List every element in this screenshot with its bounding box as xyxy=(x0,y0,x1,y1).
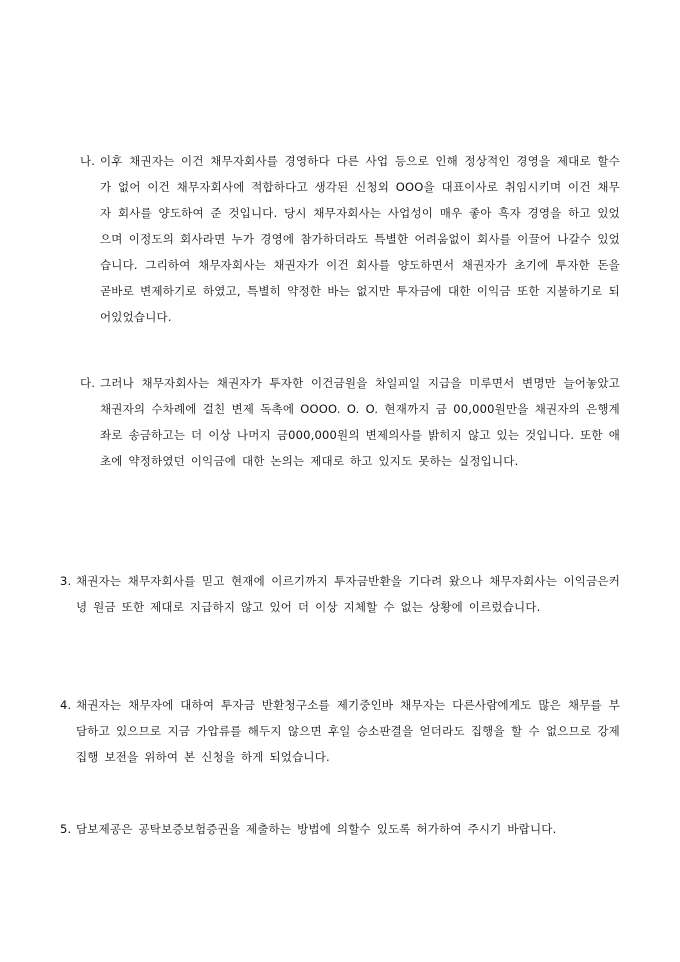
paragraph-text: 이후 채권자는 이건 채무자회사를 경영하다 다른 사업 등으로 인해 정상적인 경영을 제대로 할수가 없어 이건 채무자회사에 적합하다고 생각된 신청외 OOO을 대표이사로 취임시키며 이건 채무자 회사를 양도하여 준 것입니다. 당시 채무자회사는 사업성이 매우 좋아 흑자 경영을 하고 있었으며 이정도의 회사라면 누가 경영에 참가하더라도 특별한 어려움없이 회사를 이끌어 나갈수 있었습니다. 그리하여 채무자회사는 채권자가 이건 회사를 양도하면서 채권자가 초기에 투자한 돈을 곧바로 변제하기로 하였고, 특별히 약정한 바는 없지만 투자금에 대한 이익금 또한 지불하기로 되어있었습니다. xyxy=(100,154,620,324)
paragraph-marker: 나. xyxy=(80,154,96,168)
paragraph-text: 담보제공은 공탁보증보험증권을 제출하는 방법에 의할수 있도록 허가하여 주시기 바랍니다. xyxy=(76,822,557,836)
paragraph-5 xyxy=(60,816,620,842)
paragraph-marker: 4. xyxy=(60,698,72,712)
paragraph-text: 그러나 채무자회사는 채권자가 투자한 이건금원을 차일피일 지급을 미루면서 변명만 늘어놓았고 채권자의 수차례에 걸친 변제 독촉에 OOOO. O. O. 현재까지 금 00,000원만을 채권자의 은행계좌로 송금하고는 더 이상 나머지 금000,000원의 변제의사를 밝히지 않고 있는 것입니다. 또한 애초에 약정하였던 이익금에 대한 논의는 제대로 하고 있지도 못하는 실정입니다. xyxy=(100,376,620,468)
paragraph-3 xyxy=(60,568,620,620)
paragraph-4 xyxy=(60,692,620,770)
paragraph-text: 채권자는 채무자에 대하여 투자금 반환청구소를 제기중인바 채무자는 다른사람에게도 많은 채무를 부담하고 있으므로 지금 가압류를 해두지 않으면 후일 승소판결을 얻더라도 집행을 할 수 없으므로 강제집행 보전을 위하여 본 신청을 하게 되었습니다. xyxy=(76,698,620,764)
paragraph-na xyxy=(80,148,620,330)
paragraph-marker: 3. xyxy=(60,574,72,588)
paragraph-da xyxy=(80,370,620,474)
paragraph-marker: 5. xyxy=(60,822,72,836)
paragraph-marker: 다. xyxy=(80,376,96,390)
paragraph-text: 채권자는 채무자회사를 믿고 현재에 이르기까지 투자금반환을 기다려 왔으나 채무자회사는 이익금은커녕 원금 또한 제대로 지급하지 않고 있어 더 이상 지체할 수 없는 상황에 이르렀습니다. xyxy=(76,574,620,614)
